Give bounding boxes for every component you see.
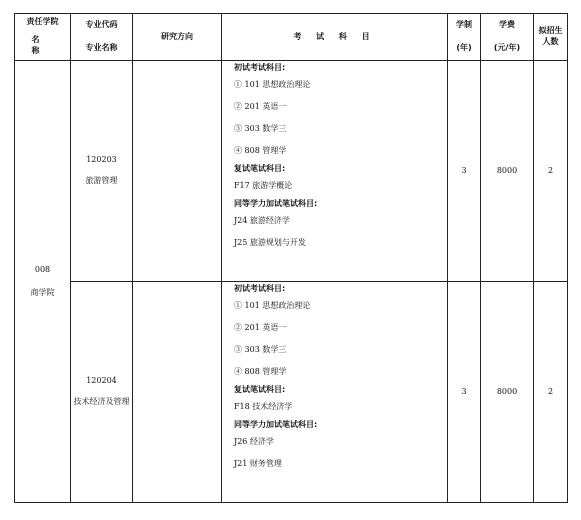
table-row	[15, 282, 568, 503]
subjects-cell	[222, 61, 448, 282]
direction-cell	[133, 282, 222, 503]
fee-cell: 8000	[481, 61, 534, 282]
college-cell	[15, 61, 71, 503]
table-row	[15, 61, 568, 282]
list-item: J25 旅游规划与开发	[234, 238, 306, 247]
major-cell	[71, 282, 133, 503]
list-item: ④ 808 管理学	[234, 146, 287, 155]
major-name: 技术经济及管理	[73, 397, 130, 406]
header-quota: 拟招生 人数	[534, 14, 568, 61]
direction-cell	[133, 61, 222, 282]
list-item: ② 201 英语一	[234, 323, 287, 332]
major-cell	[71, 61, 133, 282]
header-direction: 研究方向	[133, 14, 222, 61]
list-item: J26 经济学	[234, 437, 274, 446]
college-code: 008	[34, 264, 51, 274]
header-subjects: 考 试 科 目	[222, 14, 448, 61]
list-item: F17 旅游学概论	[234, 181, 293, 190]
retest-label: 复试笔试科目:	[234, 385, 286, 394]
college-name: 商学院	[30, 287, 55, 297]
subjects-cell	[222, 282, 448, 503]
header-duration: 学制 (年)	[448, 14, 481, 61]
list-item: J21 财务管理	[234, 459, 282, 468]
initial-label: 初试考试科目:	[234, 284, 286, 293]
major-code: 120203	[86, 155, 117, 165]
quota-cell: 2	[534, 61, 568, 282]
list-item: ① 101 思想政治理论	[234, 301, 311, 310]
header-fee: 学费 (元/年)	[481, 14, 534, 61]
list-item: ② 201 英语一	[234, 102, 287, 111]
major-name: 旅游管理	[85, 176, 118, 185]
duration-cell: 3	[448, 282, 481, 503]
list-item: ③ 303 数学三	[234, 345, 287, 354]
duration-cell: 3	[448, 61, 481, 282]
equiv-label: 同等学力加试笔试科目:	[234, 199, 318, 208]
quota-cell: 2	[534, 282, 568, 503]
header-major: 专业代码 专业名称	[71, 14, 133, 61]
list-item: J24 旅游经济学	[234, 216, 290, 225]
list-item: ① 101 思想政治理论	[234, 80, 311, 89]
equiv-label: 同等学力加试笔试科目:	[234, 420, 318, 429]
admissions-table	[14, 13, 568, 503]
fee-cell: 8000	[481, 282, 534, 503]
list-item: F18 技术经济学	[234, 402, 293, 411]
initial-label: 初试考试科目:	[234, 63, 286, 72]
header-row	[15, 14, 568, 61]
header-college: 责任学院 名 称	[15, 14, 71, 61]
major-code: 120204	[86, 376, 117, 386]
list-item: ④ 808 管理学	[234, 367, 287, 376]
retest-label: 复试笔试科目:	[234, 164, 286, 173]
list-item: ③ 303 数学三	[234, 124, 287, 133]
